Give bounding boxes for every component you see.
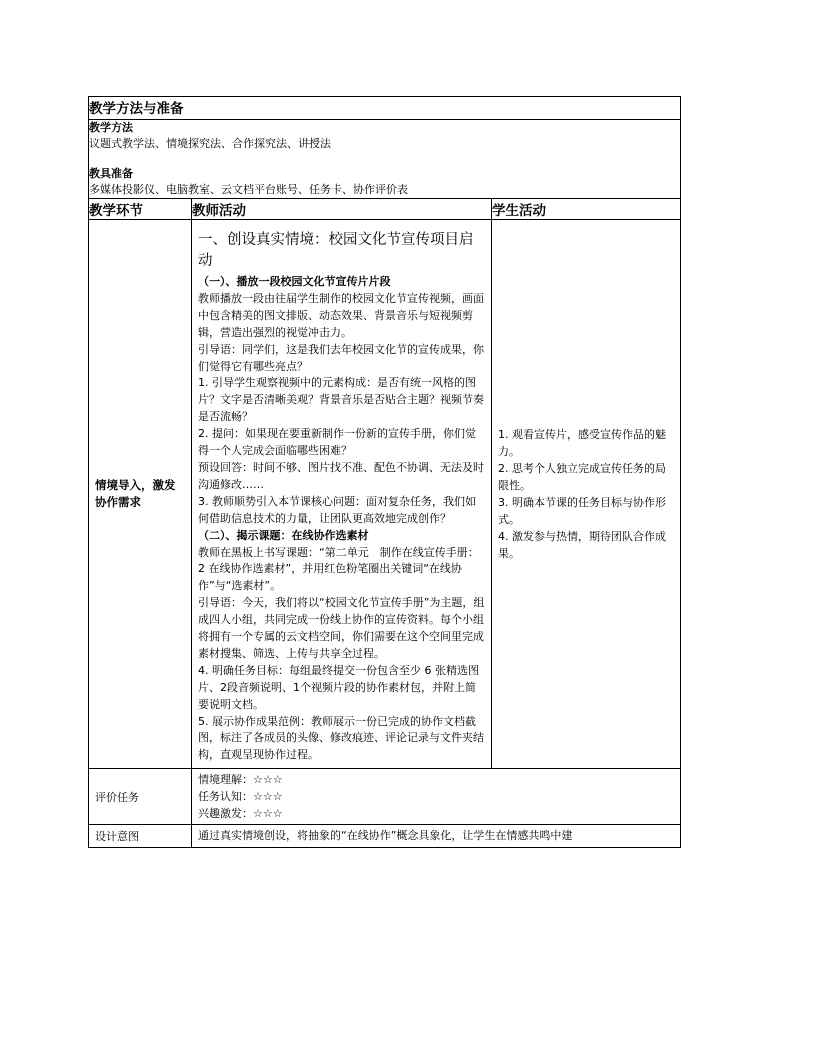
teacher-subheading-1: （一）、播放一段校园文化节宣传片片段 [198, 275, 391, 288]
methods-section [89, 120, 681, 199]
evaluation-label: 评价任务 [95, 790, 139, 804]
methods-row [89, 120, 681, 199]
teacher-paragraph: 引导语：同学们，这是我们去年校园文化节的宣传成果，你们觉得它有哪些亮点？ [198, 342, 484, 373]
student-item: 2. 思考个人独立完成宣传任务的局限性。 [498, 462, 666, 493]
activity-row [89, 220, 681, 769]
design-row [89, 825, 681, 848]
teacher-cell [192, 220, 492, 769]
evaluation-item: 兴趣激发：☆☆☆ [198, 807, 283, 821]
student-cell [492, 220, 681, 769]
teacher-subheading-2: （二）、揭示课题：在线协作选素材 [198, 528, 369, 542]
col-teacher-header: 教师活动 [192, 199, 492, 220]
teacher-paragraph: 4. 明确任务目标：每组最终提交一份包含至少 6 张精选图片、2段音频说明、1个视频片段的协作素材包，并附上简要说明文档。 [198, 663, 479, 711]
teacher-paragraph: 2. 提问：如果现在要重新制作一份新的宣传手册，你们觉得一个人完成会面临哪些困难？ [198, 427, 476, 458]
teacher-paragraph: 预设回答：时间不够、图片找不准、配色不协调、无法及时沟通修改…… [198, 460, 484, 491]
student-item: 3. 明确本节课的任务目标与协作形式。 [498, 496, 666, 527]
teacher-paragraph: 1. 引导学生观察视频中的元素构成：是否有统一风格的图片？文字是否清晰美观？背景音乐是否贴合主题？视频节奏是否流畅？ [198, 376, 484, 424]
evaluation-row [89, 769, 681, 825]
methods-text: 议题式教学法、情境探究法、合作探究法、讲授法 [89, 137, 331, 150]
teacher-paragraph: 引导语：今天，我们将以“校园文化节宣传手册”为主题，组成四人小组，共同完成一份线上协作的宣传资料。每个小组将拥有一个专属的云文档空间，你们需要在这个空间里完成素材搜集、筛选、上传与共享全过程。 [198, 596, 485, 660]
design-text: 通过真实情境创设，将抽象的“在线协作”概念具象化，让学生在情感共鸣中建 [198, 829, 573, 843]
design-label: 设计意图 [95, 830, 139, 844]
teacher-heading: 一、创设真实情境：校园文化节宣传项目启动 [198, 232, 474, 269]
evaluation-cell [192, 769, 681, 825]
student-item: 4. 激发参与热情，期待团队合作成果。 [498, 530, 666, 561]
evaluation-items [192, 769, 680, 824]
lesson-plan-page [88, 96, 680, 848]
evaluation-label-cell [89, 769, 192, 825]
teacher-paragraph: 3. 教师顺势引入本节课核心问题：面对复杂任务，我们如何借助信息技术的力量，让团队更高效地完成创作？ [198, 494, 476, 525]
design-cell [192, 825, 681, 848]
teacher-paragraph: 教师在黑板上书写课题：“第二单元 制作在线宣传手册：2 在线协作选素材”，并用红色粉笔圈出关键词“在线协作”与“选素材”。 [198, 545, 479, 593]
tools-label: 教具准备 [89, 167, 133, 180]
lesson-plan-table [88, 96, 681, 848]
col-stage-header: 教学环节 [89, 199, 192, 220]
methods-label: 教学方法 [89, 121, 133, 134]
design-label-cell [89, 825, 192, 848]
stage-cell [89, 220, 192, 769]
teacher-activity [192, 220, 491, 768]
evaluation-item: 情境理解：☆☆☆ [198, 773, 283, 787]
student-activity [492, 426, 680, 562]
col-student-header: 学生活动 [492, 199, 681, 220]
student-item: 1. 观看宣传片，感受宣传作品的魅力。 [498, 428, 666, 459]
evaluation-item: 任务认知：☆☆☆ [198, 790, 283, 804]
teacher-paragraph: 教师播放一段由往届学生制作的校园文化节宣传视频，画面中包含精美的图文排版、动态效果、背景音乐与短视频剪辑，营造出强烈的视觉冲击力。 [198, 291, 484, 339]
stage-label: 情境导入，激发协作需求 [95, 478, 176, 510]
tools-text: 多媒体投影仪、电脑教室、云文档平台账号、任务卡、协作评价表 [89, 183, 408, 196]
column-header-row [89, 199, 681, 220]
title-row [89, 97, 681, 120]
teacher-paragraph: 5. 展示协作成果范例：教师展示一份已完成的协作文档截图，标注了各成员的头像、修改痕迹、评论记录与文件夹结构，直观呈现协作过程。 [198, 714, 484, 762]
section-title: 教学方法与准备 [89, 97, 681, 120]
